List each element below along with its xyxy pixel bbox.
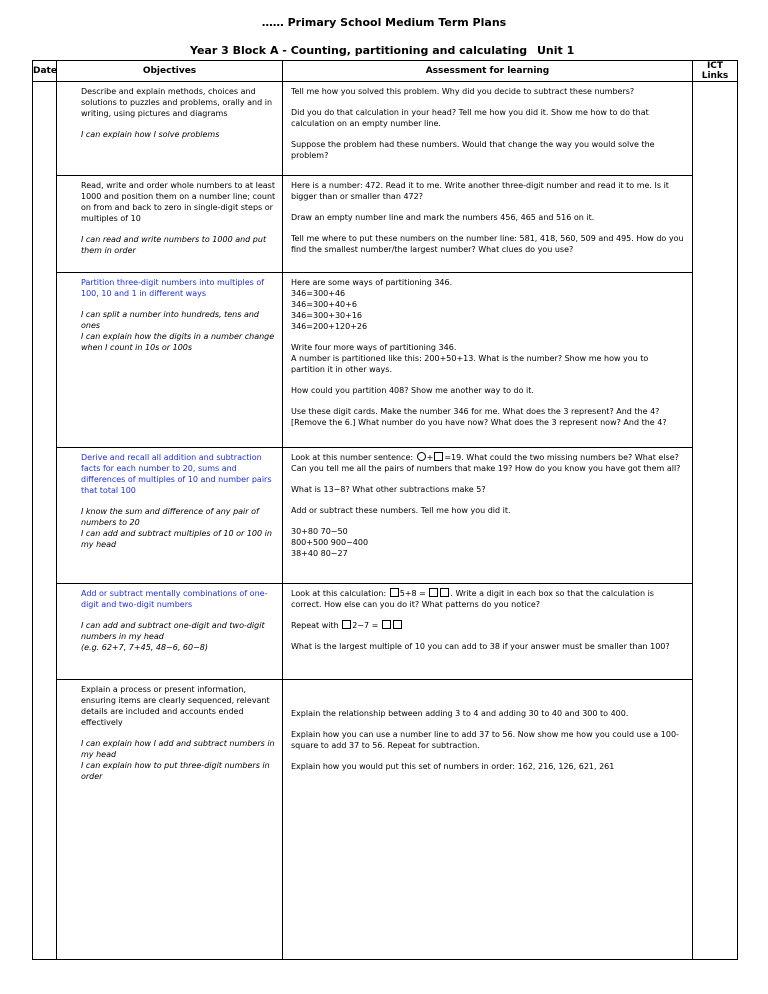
afl-text: [291, 588, 684, 610]
objective-cell: [57, 176, 283, 273]
afl-calc-pre: Look at this calculation:: [291, 589, 389, 598]
afl-sentence-post: =19. What could the two missing numbers be? What else? Can you tell me all the pairs of numbers that make 19? How do you know you have got them all?: [291, 453, 681, 473]
square-box-icon: [342, 620, 351, 629]
afl-text: Here is a number: 472. Read it to me. Write another three-digit number and read it to me. Is it bigger than or smaller than 472?: [291, 181, 669, 201]
date-cell: [33, 82, 57, 960]
page-title: …… Primary School Medium Term Plans: [261, 16, 507, 29]
plan-table: [32, 60, 738, 960]
square-box-icon: [440, 588, 449, 597]
afl-text: Here are some ways of partitioning 346. 346=300+46 346=300+40+6 346=300+30+16 346=200+120+26: [291, 278, 453, 331]
objective-text: Add or subtract mentally combinations of one-digit and two-digit numbers: [81, 589, 268, 609]
afl-text: 30+80 70−50 800+500 900−400 38+40 80−27: [291, 527, 369, 558]
circle-box-icon: [417, 452, 426, 461]
square-box-icon: [434, 452, 443, 461]
afl-repeat-pre: Repeat with: [291, 621, 342, 630]
afl-calc-mid: 5+8 =: [399, 589, 429, 598]
table-header-row: [33, 61, 738, 82]
afl-text: Explain how you can use a number line to add 37 to 56. Now show me how you could use a 100-square to add 37 to 56. Repeat for subtraction.: [291, 730, 679, 750]
table-row: [33, 584, 738, 680]
afl-cell: [283, 82, 693, 176]
objective-cell: [57, 273, 283, 448]
afl-calc-post: . Write a digit in each box so that the calculation is correct. How else can you do it? What patterns do you notice?: [291, 589, 654, 609]
afl-text: Draw an empty number line and mark the numbers 456, 465 and 516 on it.: [291, 213, 595, 222]
square-box-icon: [382, 620, 391, 629]
afl-text: [291, 620, 684, 631]
square-box-icon: [390, 588, 399, 597]
afl-text: Explain how you would put this set of numbers in order: 162, 216, 126, 621, 261: [291, 762, 615, 771]
ican-text: I can explain how I add and subtract numbers in my head I can explain how to put three-digit numbers in order: [81, 739, 275, 781]
objective-text: Partition three-digit numbers into multiples of 100, 10 and 1 in different ways: [81, 278, 265, 298]
ican-text: I can read and write numbers to 1000 and put them in order: [81, 235, 267, 255]
objective-cell: [57, 584, 283, 680]
objective-text: Explain a process or present information, ensuring items are clearly sequenced, relevant details are included and accounts ended effectively: [81, 685, 270, 727]
ican-text: I can split a number into hundreds, tens and ones I can explain how the digits in a number change when I count in 10s or 100s: [81, 310, 275, 352]
objective-text: Derive and recall all addition and subtraction facts for each number to 20, sums and differences of multiples of 10 and number pairs that total 100: [81, 453, 272, 495]
afl-cell: [283, 584, 693, 680]
table-row: [33, 82, 738, 176]
table-row: [33, 680, 738, 960]
afl-cell: [283, 448, 693, 584]
objective-cell: [57, 448, 283, 584]
afl-text: Add or subtract these numbers. Tell me how you did it.: [291, 506, 511, 515]
afl-text: How could you partition 408? Show me another way to do it.: [291, 386, 534, 395]
afl-text: Explain the relationship between adding 3 to 4 and adding 30 to 40 and 300 to 400.: [291, 709, 629, 718]
ict-header: ICT Links: [693, 61, 738, 82]
date-header: Date: [33, 61, 57, 82]
ict-cell: [693, 82, 738, 960]
afl-text: Tell me how you solved this problem. Why did you decide to subtract these numbers?: [291, 87, 635, 96]
afl-text: What is the largest multiple of 10 you can add to 38 if your answer must be smaller than 100?: [291, 642, 670, 651]
square-box-icon: [393, 620, 402, 629]
afl-repeat-mid: 2−7 =: [352, 621, 381, 630]
afl-text: What is 13−8? What other subtractions make 5?: [291, 485, 486, 494]
ican-text: I can add and subtract one-digit and two-digit numbers in my head (e.g. 62+7, 7+45, 48−6, 60−8): [81, 621, 265, 652]
afl-sentence-pre: Look at this number sentence:: [291, 453, 416, 462]
afl-text: Write four more ways of partitioning 346. A number is partitioned like this: 200+50+13. What is the number? Show me how you to partition it in other ways.: [291, 343, 649, 374]
table-row: [33, 273, 738, 448]
table-row: [33, 448, 738, 584]
ican-text: I can explain how I solve problems: [81, 130, 220, 139]
afl-text: Look at this number sentence: + =19. What could the two missing numbers be? What else? Can you tell me all the pairs of numbers that make 19? How do you know you have got them all?: [291, 453, 681, 473]
objective-text: Read, write and order whole numbers to at least 1000 and position them on a number line; count on from and back to zero in single-digit steps or multiples of 10: [81, 181, 276, 223]
assessment-header: Assessment for learning: [283, 61, 693, 82]
afl-cell: [283, 273, 693, 448]
unit-label: Unit 1: [537, 44, 575, 57]
objective-cell: [57, 82, 283, 176]
objective-cell: [57, 680, 283, 960]
table-row: [33, 176, 738, 273]
ican-text: I know the sum and difference of any pair of numbers to 20 I can add and subtract multiples of 10 or 100 in my head: [81, 507, 272, 549]
afl-text: Did you do that calculation in your head? Tell me how you did it. Show me how to do that calculation on an empty number line.: [291, 108, 649, 128]
afl-text: Suppose the problem had these numbers. Would that change the way you would solve the problem?: [291, 140, 655, 160]
afl-cell: [283, 680, 693, 960]
afl-text: Use these digit cards. Make the number 346 for me. What does the 3 represent? And the 4? [Remove the 6.] What number do you have now? What does the 3 represent now? And the 4?: [291, 407, 667, 427]
afl-text: Tell me where to put these numbers on the number line: 581, 418, 560, 509 and 495. How do you find the smallest number/the largest number? What clues do you use?: [291, 234, 684, 254]
objective-text: Describe and explain methods, choices and solutions to puzzles and problems, orally and in writing, using pictures and diagrams: [81, 87, 273, 118]
square-box-icon: [429, 588, 438, 597]
afl-cell: [283, 176, 693, 273]
block-title: Year 3 Block A - Counting, partitioning and calculating: [190, 44, 528, 57]
objectives-header: Objectives: [57, 61, 283, 82]
